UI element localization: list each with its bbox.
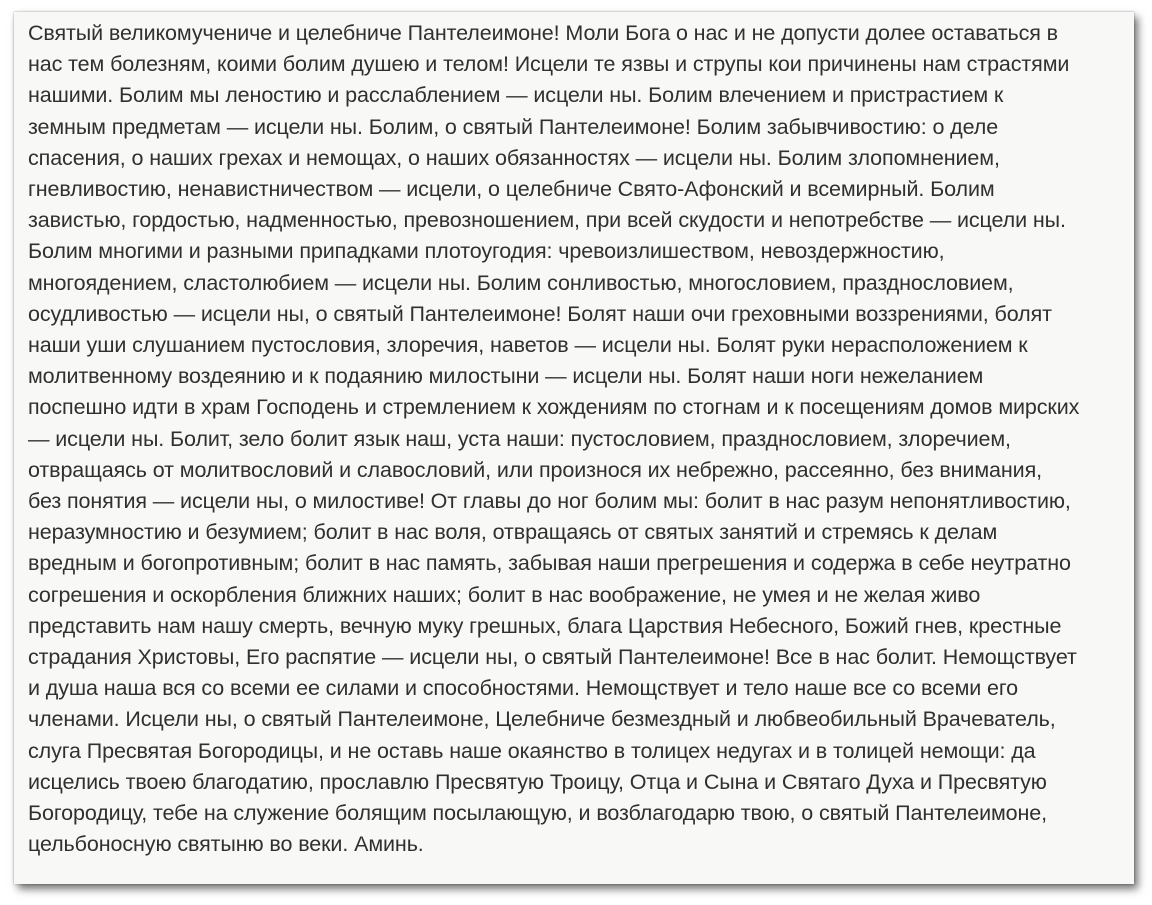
- prayer-line: Богородицу, тебе на служение болящим посылающую, и возблагодарю твою, о святый Пантелеимоне,: [28, 801, 1048, 826]
- prayer-line: нашими. Болим мы леностию и расслаблением — исцели ны. Болим влечением и пристрастием к: [28, 83, 1004, 108]
- prayer-line: отвращаясь от молитвословий и славословий, или произнося их небрежно, рассеянно, без внимания,: [28, 457, 1042, 482]
- prayer-line: согрешения и оскорбления ближних наших; болит в нас воображение, не умея и не желая живо: [28, 582, 981, 607]
- prayer-line: поспешно идти в храм Господень и стремлением к хождениям по стогнам и к посещениям домов мирских: [28, 395, 1080, 420]
- prayer-line: молитвенному воздеянию и к подаянию милостыни — исцели ны. Болят наши ноги нежеланием: [28, 364, 984, 389]
- prayer-line: неразумностию и безумием; болит в нас воля, отвращаясь от святых занятий и стремясь к делам: [28, 520, 998, 545]
- prayer-line: Болим многими и разными припадками плотоугодия: чревоизлишеством, невоздержностию,: [28, 239, 945, 264]
- prayer-line: — исцели ны. Болит, зело болит язык наш, уста наши: пустословием, празднословием, злоречием,: [28, 426, 1011, 451]
- prayer-line: слуга Пресвятая Богородицы, и не оставь наше окаянство в толицех недугах и в толицей немощи: да: [28, 738, 1036, 763]
- prayer-line: наши уши слушанием пустословия, злоречия, наветов — исцели ны. Болят руки нерасположением к: [28, 333, 1028, 358]
- prayer-line: исцелись твоею благодатию, прославлю Пресвятую Троицу, Отца и Сына и Святаго Духа и Пресвятую: [28, 769, 1047, 794]
- prayer-line: нас тем болезням, коими болим душею и телом! Исцели те язвы и струпы кои причинены нам страстями: [28, 52, 1070, 77]
- prayer-text: [28, 18, 1124, 860]
- prayer-line: цельбоносную святыню во веки. Аминь.: [28, 832, 424, 857]
- prayer-line: многоядением, сластолюбием — исцели ны. Болим сонливостью, многословием, празднословием,: [28, 270, 1014, 295]
- prayer-line: членами. Исцели ны, о святый Пантелеимоне, Целебниче безмездный и любвеобильный Врачеватель,: [28, 707, 1056, 732]
- prayer-line: гневливостию, ненавистничеством — исцели, о целебниче Свято-Афонский и всемирный. Болим: [28, 177, 995, 202]
- prayer-line: Святый великомучениче и целебниче Пантелеимоне! Моли Бога о нас и не допусти долее оставаться в: [28, 21, 1058, 45]
- prayer-line: земным предметам — исцели ны. Болим, о святый Пантелеимоне! Болим забывчивостию: о деле: [28, 114, 999, 139]
- prayer-line: вредным и богопротивным; болит в нас память, забывая наши прегрешения и содержа в себе неутратно: [28, 551, 1071, 576]
- prayer-line: без понятия — исцели ны, о милостиве! От главы до ног болим мы: болит в нас разум непонятливостию,: [28, 489, 1071, 514]
- text-card: [14, 12, 1134, 884]
- prayer-line: завистью, гордостью, надменностью, превозношением, при всей скудости и непотребстве — исцели ны.: [28, 208, 1066, 233]
- prayer-line: спасения, о наших грехах и немощах, о наших обязанностях — исцели ны. Болим злопомнением,: [28, 145, 1000, 170]
- prayer-line: представить нам нашу смерть, вечную муку грешных, блага Царствия Небесного, Божий гнев, крестные: [28, 613, 1062, 638]
- prayer-line: и душа наша вся со всеми ее силами и способностями. Немощствует и тело наше все со всеми его: [28, 676, 1019, 701]
- prayer-line: осудливостью — исцели ны, о святый Пантелеимоне! Болят наши очи греховными воззрениями, болят: [28, 301, 1052, 326]
- prayer-line: страдания Христовы, Его распятие — исцели ны, о святый Пантелеимоне! Все в нас болит. Немощствует: [28, 645, 1077, 670]
